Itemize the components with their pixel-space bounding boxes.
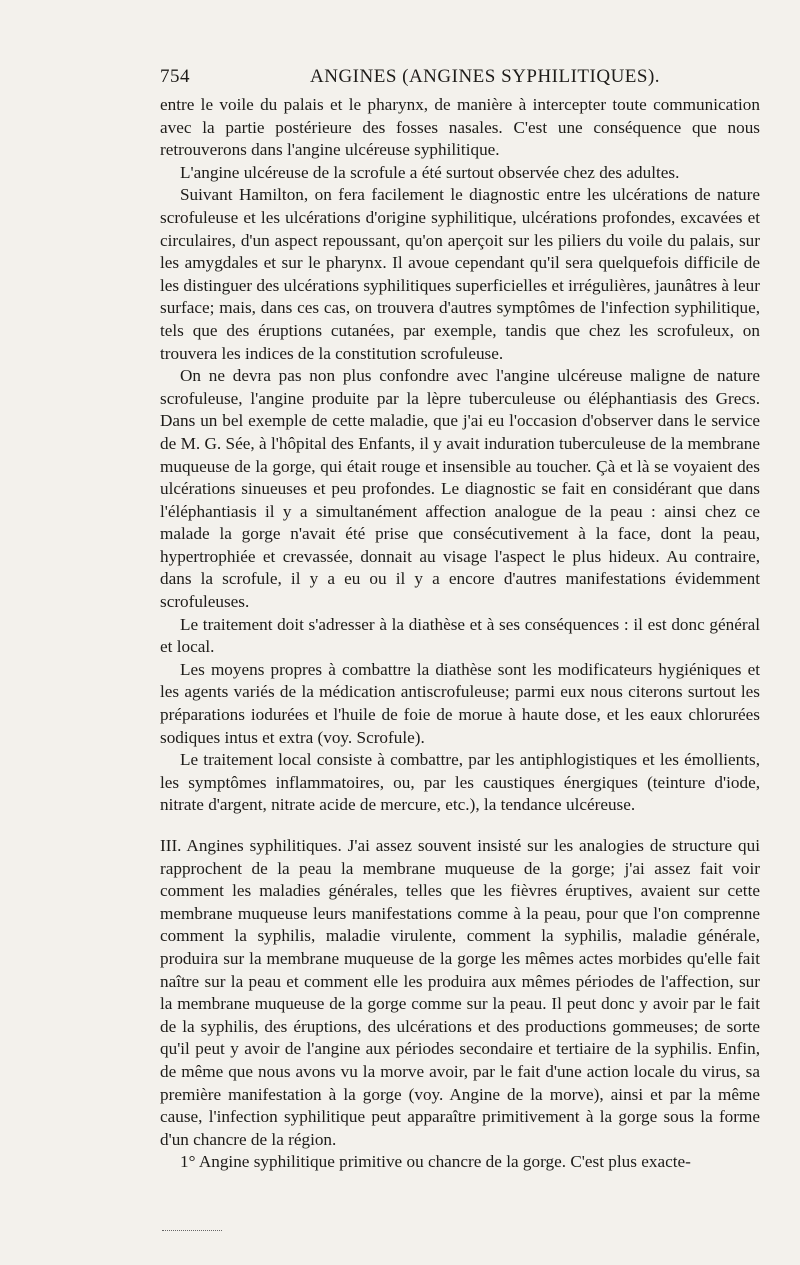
body-text: [160, 94, 760, 1174]
paragraph: entre le voile du palais et le pharynx, de manière à intercepter toute communication avec la partie postérieure des fosses nasales. C'est une conséquence que nous retrouverons dans l'angine ulcéreuse syphilitique.: [160, 95, 760, 160]
paragraph: Le traitement local consiste à combattre, par les antiphlogistiques et les émollients, les symptômes inflammatoires, ou, par les caustiques énergiques (teinture d'iode, nitrate d'argent, nitrate acide de mercure, etc.), la tendance ulcéreuse.: [160, 750, 760, 815]
section-paragraph: III. Angines syphilitiques. J'ai assez souvent insisté sur les analogies de structure qui rapprochent de la peau la membrane muqueuse de la gorge; j'ai assez fait voir comment les maladies générales, telles que les fièvres éruptives, avaient sur cette membrane muqueuse leurs manifestations comme à la peau, pour que l'on comprenne comment la syphilis, maladie virulente, comment la syphilis, maladie générale, produira sur la membrane muqueuse de la gorge les mêmes actes morbides qu'elle fait naître sur la peau et comment elle les produira aux mêmes périodes de l'affection, sur la membrane muqueuse de la gorge comme sur la peau. Il peut donc y avoir par le fait de la syphilis, des éruptions, des ulcérations et des productions gommeuses; de sorte qu'il peut y avoir de l'angine aux périodes secondaire et tertiaire de la syphilis. Enfin, de même que nous avons vu la morve avoir, par le fait d'une action locale du virus, sa première manifestation à la gorge (voy. Angine de la morve), ainsi et par la même cause, l'infection syphilitique peut apparaître primitivement à la gorge sous la forme d'un chancre de la région.: [160, 836, 760, 1149]
paragraph: Le traitement doit s'adresser à la diathèse et à ses conséquences : il est donc général et local.: [160, 614, 760, 657]
paragraph: L'angine ulcéreuse de la scrofule a été surtout observée chez des adultes.: [180, 162, 680, 182]
page-number: 754: [160, 66, 190, 87]
running-title: ANGINES (ANGINES SYPHILITIQUES).: [310, 66, 661, 87]
paragraph: Suivant Hamilton, on fera facilement le diagnostic entre les ulcérations de nature scrofuleuse et les ulcérations d'origine syphilitique, ulcérations profondes, excavées et circulaires, d'un aspect repoussant, qu'on aperçoit sur les piliers du voile du palais, sur les amygdales et sur le pharynx. Il avoue cependant qu'il sera quelquefois difficile de les distinguer des ulcérations syphilitiques superficielles et irrégulières, jaunâtres à leur surface; mais, dans ces cas, on trouvera d'autres symptômes de l'infection syphilitique, tels que des éruptions cutanées, par exemple, tandis que chez les scrofuleux, on trouvera les indices de la constitution scrofuleuse.: [160, 185, 760, 363]
paragraph: On ne devra pas non plus confondre avec l'angine ulcéreuse maligne de nature scrofuleuse, l'angine produite par la lèpre tuberculeuse ou éléphantiasis des Grecs. Dans un bel exemple de cette maladie, que j'ai eu l'occasion d'observer dans le service de M. G. Sée, à l'hôpital des Enfants, il y avait induration tuberculeuse de la membrane muqueuse de la gorge, qui était rouge et insensible au toucher. Çà et là se voyaient des ulcérations sinueuses et peu profondes. Le diagnostic se fait en considérant que dans l'éléphantiasis il y a simultanément affection analogue de la peau : ainsi chez ce malade la gorge n'avait été prise que consécutivement à la face, dont la peau, hypertrophiée et crevassée, donnait au visage l'aspect le plus hideux. Au contraire, dans la scrofule, il y a eu ou il y a encore d'autres manifestations évidemment scrofuleuses.: [160, 366, 760, 612]
subsection-paragraph: 1° Angine syphilitique primitive ou chancre de la gorge. C'est plus exacte-: [180, 1152, 691, 1172]
footer-rule: [162, 1230, 222, 1231]
paragraph: Les moyens propres à combattre la diathèse sont les modificateurs hygiéniques et les agents variés de la médication antiscrofuleuse; parmi eux nous citerons surtout les préparations iodurées et l'huile de foie de morue à haute dose, et les eaux chlorurées sodiques intus et extra (voy. Scrofule).: [160, 659, 760, 747]
page-header: [160, 66, 760, 88]
